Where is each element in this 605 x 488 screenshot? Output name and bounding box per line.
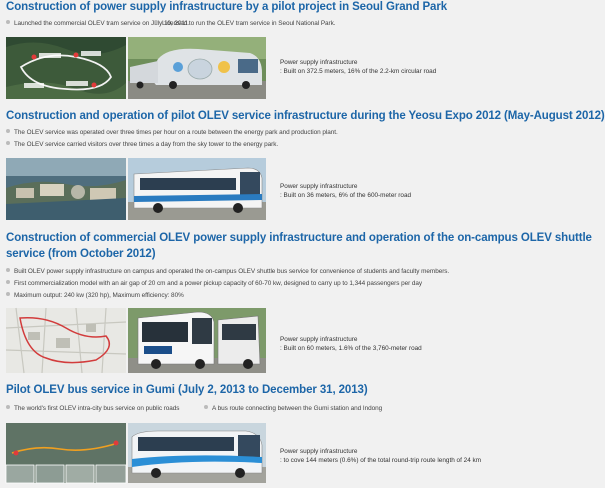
section-2-title: Construction and operation of pilot OLEV service infrastructure during the Yeosu Expo 2012 (May-August 2012): [6, 110, 605, 122]
seoul-grand-park-map-photo: [6, 37, 126, 99]
section-3-bullet-3: Maximum output: 240 kw (320 hp), Maximum efficiency: 80%: [6, 292, 184, 299]
campus-olev-shuttle-photo: [128, 308, 266, 373]
yeosu-expo-aerial-photo: [6, 158, 126, 220]
gumi-olev-bus-photo: [128, 423, 266, 483]
section-1-infra-detail: : Built on 372.5 meters, 16% of the 2.2-km circular road: [280, 68, 437, 75]
yeosu-olev-bus-photo: [128, 158, 266, 220]
section-4-title: Pilot OLEV bus service in Gumi (July 2, 2013 to December 31, 2013): [6, 384, 368, 396]
section-3-infra-heading: Power supply infrastructure: [280, 336, 358, 343]
section-4-infra-detail: : to cove 144 meters (0.6%) of the total round-trip route length of 24 km: [280, 457, 482, 464]
section-1-infra-heading: Power supply infrastructure: [280, 59, 358, 66]
section-2-bullet-2: The OLEV service carried visitors over three times a day from the sky tower to the energy park.: [6, 141, 278, 148]
section-2-bullet-1: The OLEV service was operated over three times per hour on a route between the energy park and production plant.: [6, 129, 338, 136]
section-4-infra-heading: Power supply infrastructure: [280, 448, 358, 455]
campus-route-map-photo: [6, 308, 126, 373]
section-1-bullet-2: Licensed to run the OLEV tram service in Seoul National Park.: [154, 20, 336, 27]
section-1-bullet-1: Launched the commercial OLEV tram service on July 19, 2011.: [6, 20, 190, 27]
section-3-bullet-1: Built OLEV power supply infrastructure on campus and operated the on-campus OLEV shuttle bus service for convenience of students and faculty members.: [6, 268, 449, 275]
section-4-bullet-1: The world's first OLEV intra-city bus service on public roads: [6, 405, 179, 412]
section-3-title-line-1: Construction of commercial OLEV power supply infrastructure and operation of the on-campus OLEV shuttle: [6, 232, 592, 244]
olev-tram-photo: [128, 37, 266, 99]
section-4-bullet-2: A bus route connecting between the Gumi station and Indong: [204, 405, 382, 412]
section-3-infra-detail: : Built on 60 meters, 1.6% of the 3,760-meter road: [280, 345, 422, 352]
section-2-infra-detail: : Built on 36 meters, 6% of the 600-meter road: [280, 192, 412, 199]
section-2-infra-heading: Power supply infrastructure: [280, 183, 358, 190]
section-3-title-line-2: service (from October 2012): [6, 248, 156, 260]
gumi-route-map-photo: [6, 423, 126, 483]
section-1-title: Construction of power supply infrastructure by a pilot project in Seoul Grand Park: [6, 1, 447, 13]
section-3-bullet-2: First commercialization model with an air gap of 20 cm and a power pickup capacity of 60-70 kw, designed to carry up to 1,344 passengers per day: [6, 280, 422, 287]
